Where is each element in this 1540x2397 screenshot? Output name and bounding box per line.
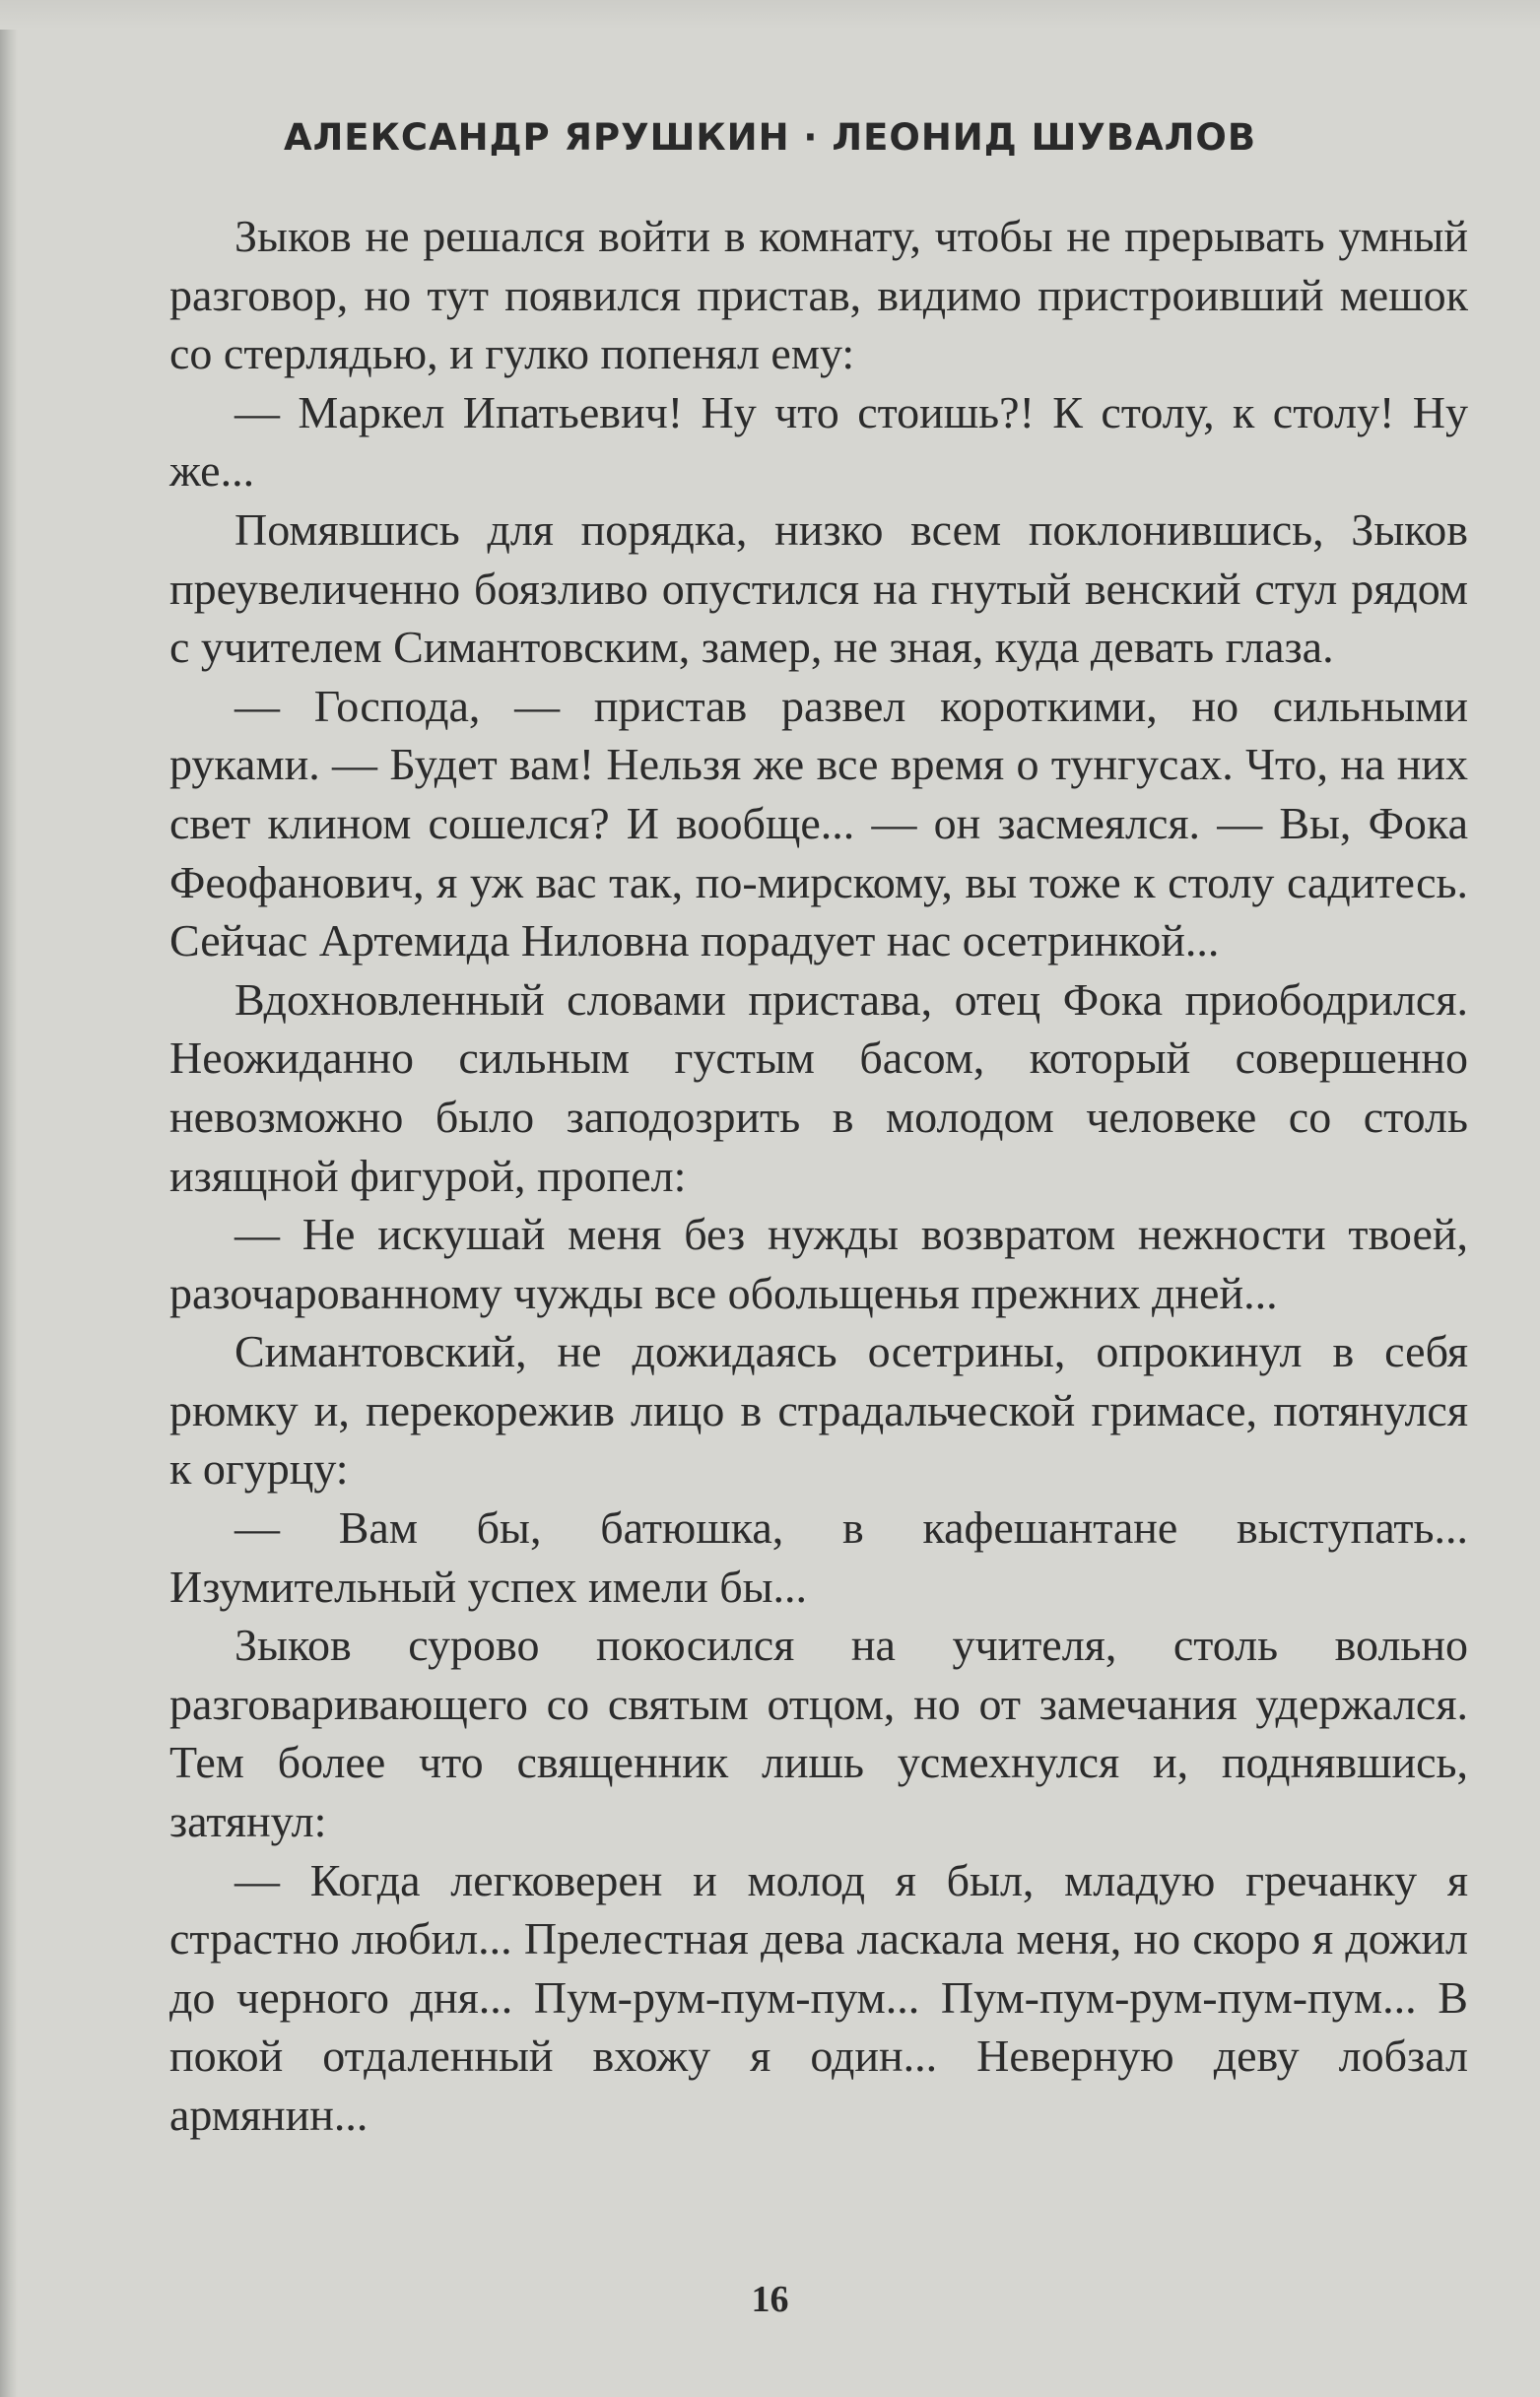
paragraph: Зыков сурово покосился на учителя, столь вольно разговаривающего со святым отцом, но от замечания удержался. Тем более что священник лишь усмехнулся и, поднявшись, затянул: [169, 1620, 1468, 1847]
body-text [169, 207, 1468, 2145]
paragraph: — Когда легковерен и молод я был, младую гречанку я страстно любил... Прелестная дева ласкала меня, но скоро я дожил до черного дня... Пум-рум-пум-пум... Пум-пум-рум-пум-пум... В покой отдаленный вхожу я один... Неверную деву лобзал армянин... [169, 1854, 1468, 2140]
paragraph: — Господа, — пристав развел короткими, но сильными руками. — Будет вам! Нельзя же все время о тунгусах. Что, на них свет клином сошелся? И вообще... — он засмеялся. — Вы, Фока Феофанович, я уж вас так, по-мирскому, вы тоже к столу садитесь. Сейчас Артемида Ниловна порадует нас осетринкой... [169, 680, 1468, 966]
paragraph: Симантовский, не дожидаясь осетрины, опрокинул в себя рюмку и, перекорежив лицо в страдальческой гримасе, потянулся к огурцу: [169, 1326, 1468, 1495]
paragraph: — Вам бы, батюшка, в кафешантане выступать... Изумительный успех имели бы... [169, 1502, 1468, 1612]
paragraph: — Маркел Ипатьевич! Ну что стоишь?! К столу, к столу! Ну же... [169, 386, 1468, 497]
paragraph: — Не искушай меня без нужды возвратом нежности твоей, разочарованному чужды все обольщенья прежних дней... [169, 1209, 1468, 1318]
page-number: 16 [751, 2279, 789, 2320]
running-header-authors: АЛЕКСАНДР ЯРУШКИН · ЛЕОНИД ШУВАЛОВ [283, 116, 1257, 159]
paragraph: Зыков не решался войти в комнату, чтобы не прерывать умный разговор, но тут появился пристав, видимо пристроивший мешок со стерлядью, и гулко попенял ему: [169, 211, 1468, 379]
paragraph: Помявшись для порядка, низко всем поклонившись, Зыков преувеличенно боязливо опустился на гнутый венский стул рядом с учителем Симантовским, замер, не зная, куда девать глаза. [169, 503, 1468, 673]
paragraph: Вдохновленный словами пристава, отец Фока приободрился. Неожиданно сильным густым басом, который совершенно невозможно было заподозрить в молодом человеке со столь изящной фигурой, пропел: [169, 973, 1468, 1201]
